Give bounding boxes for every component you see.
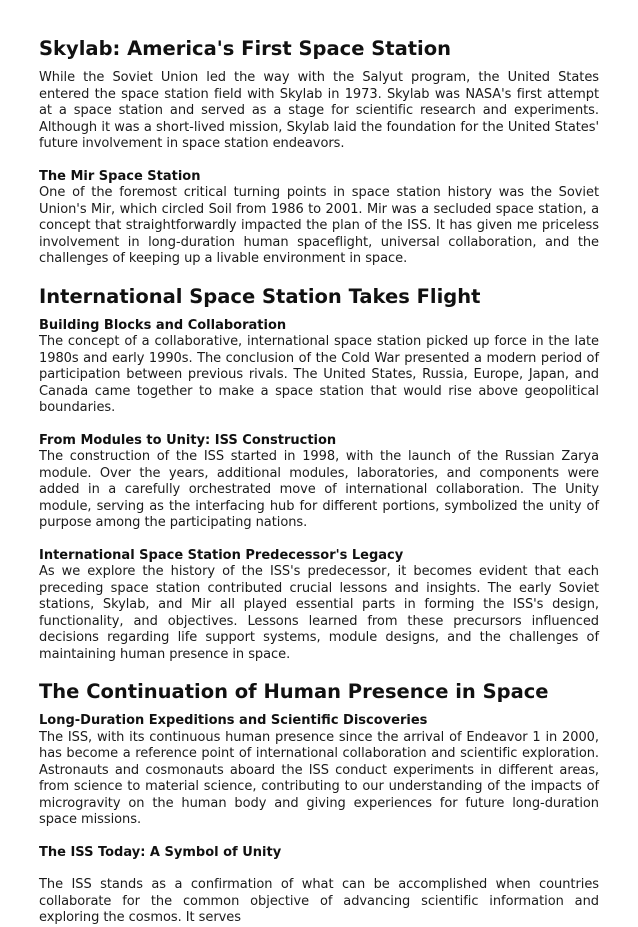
section-title-iss-takes-flight: International Space Station Takes Flight — [39, 284, 481, 308]
section-title-skylab: Skylab: America's First Space Station — [39, 37, 452, 60]
iss-construction-paragraph: The construction of the ISS started in 1998, with the launch of the Russian Zarya module. Over the years, additional modules, laboratories, and components were added in a carefully orchestrated move of international collaboration. The Unity module, serving as the interfacing hub for different portions, symbolized the unity of purpose among the participating nations. — [39, 449, 599, 530]
section-title-human-presence: The Continuation of Human Presence in Space — [39, 680, 549, 703]
mir-paragraph: One of the foremost critical turning points in space station history was the Soviet Union's Mir, which circled Soil from 1986 to 2001. Mir was a secluded space station, a concept that straightforwardly impacted the plan of the ISS. It has given me priceless involvement in long-duration human spaceflight, universal collaboration, and the challenges of keeping up a livable environment in space. — [39, 185, 599, 266]
predecessor-legacy-paragraph: As we explore the history of the ISS's predecessor, it becomes evident that each preceding space station contributed crucial lessons and insights. The early Soviet stations, Skylab, and Mir all played essential parts in forming the ISS's design, functionality, and objectives. Lessons learned from these precursors influenced decisions regarding life support systems, module designs, and the challenges of maintaining human presence in space. — [39, 564, 599, 662]
subheading-predecessor-legacy: International Space Station Predecessor's Legacy — [39, 547, 404, 563]
subheading-building-blocks: Building Blocks and Collaboration — [39, 317, 287, 333]
subheading-iss-today: The ISS Today: A Symbol of Unity — [39, 844, 282, 860]
subheading-iss-construction: From Modules to Unity: ISS Construction — [39, 432, 337, 448]
subheading-long-duration: Long-Duration Expeditions and Scientific Discoveries — [39, 713, 428, 728]
subheading-mir: The Mir Space Station — [39, 168, 201, 184]
iss-today-paragraph: The ISS stands as a confirmation of what can be accomplished when countries collaborate for the common objective of advancing scientific information and exploring the cosmos. It serves — [39, 877, 599, 925]
skylab-intro-paragraph: While the Soviet Union led the way with the Salyut program, the United States entered the space station field with Skylab in 1973. Skylab was NASA's first attempt at a space station and served as a stage for scientific research and experiments. Although it was a short-lived mission, Skylab laid the foundation for the United States' future involvement in space station endeavors. — [39, 70, 599, 151]
long-duration-paragraph: The ISS, with its continuous human presence since the arrival of Endeavor 1 in 2000, has become a reference point of international collaboration and scientific exploration. Astronauts and cosmonauts aboard the ISS conduct experiments in different areas, from science to material science, contributing to our understanding of the impacts of microgravity on the human body and giving experiences for future long-duration space missions. — [39, 729, 599, 827]
building-blocks-paragraph: The concept of a collaborative, international space station picked up force in the late 1980s and early 1990s. The conclusion of the Cold War presented a modern period of participation between previous rivals. The United States, Russia, Europe, Japan, and Canada came together to make a space station that would rise above geopolitical boundaries. — [39, 334, 599, 415]
